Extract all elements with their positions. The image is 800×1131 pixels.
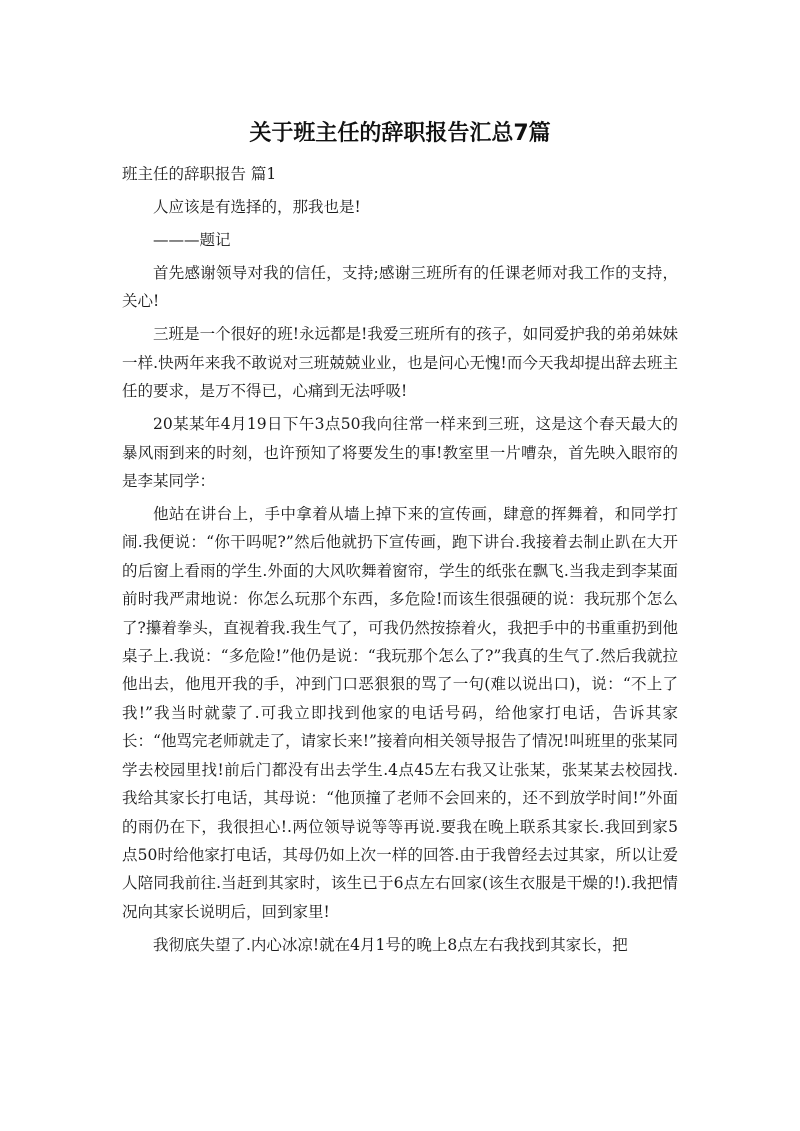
document-body	[122, 193, 678, 964]
section-heading: 班主任的辞职报告 篇1	[122, 165, 277, 183]
paragraph: 人应该是有选择的，那我也是!	[153, 198, 361, 216]
paragraph: 首先感谢领导对我的信任，支持;感谢三班所有的任课老师对我工作的支持，关心!	[122, 264, 678, 311]
paragraph: 他站在讲台上，手中拿着从墙上掉下来的宣传画，肆意的挥舞着，和同学打闹.我便说：“你干吗呢?”然后他就扔下宣传画，跑下讲台.我接着去制止趴在大开的后窗上看雨的学生.外面的大风吹舞着窗帘，学生的纸张在飘飞.当我走到李某面前时我严肃地说：你怎么玩那个东西，多危险!而该生很强硬的说：我玩那个怎么了?攥着拳头，直视着我.我生气了，可我仍然按捺着火，我把手中的书重重扔到他桌子上.我说：“多危险!”他仍是说：“我玩那个怎么了?”我真的生气了.然后我就拉他出去，他甩开我的手，冲到门口恶狠狠的骂了一句(难以说出口)，说：“不上了我!”我当时就蒙了.可我立即找到他家的电话号码，给他家打电话，告诉其家长：“他骂完老师就走了，请家长来!”接着向相关领导报告了情况!叫班里的张某同学去校园里找!前后门都没有出去学生.4点45左右我又让张某，张某某去校园找.我给其家长打电话，其母说：“他顶撞了老师不会回来的，还不到放学时间!”外面的雨仍在下，我很担心!.两位领导说等等再说.要我在晚上联系其家长.我回到家5点50时给他家打电话，其母仍如上次一样的回答.由于我曾经去过其家，所以让爱人陪同我前往.当赶到其家时，该生已于6点左右回家(该生衣服是干燥的!).我把情况向其家长说明后，回到家里!	[122, 505, 678, 921]
paragraph: 20某某年4月19日下午3点50我向往常一样来到三班，这是这个春天最大的暴风雨到来的时刻，也许预知了将要发生的事!教室里一片嘈杂，首先映入眼帘的是李某同学：	[122, 415, 678, 491]
paragraph: 我彻底失望了.内心冰凉!就在4月1号的晚上8点左右我找到其家长，把	[153, 935, 628, 954]
paragraph: 三班是一个很好的班!永远都是!我爱三班所有的孩子，如同爱护我的弟弟妹妹一样.快两年来我不敢说对三班兢兢业业，也是问心无愧!而今天我却提出辞去班主任的要求，是万不得已，心痛到无法呼吸!	[122, 325, 678, 401]
paragraph: ———题记	[153, 231, 231, 249]
document-title: 关于班主任的辞职报告汇总7篇	[249, 121, 551, 146]
